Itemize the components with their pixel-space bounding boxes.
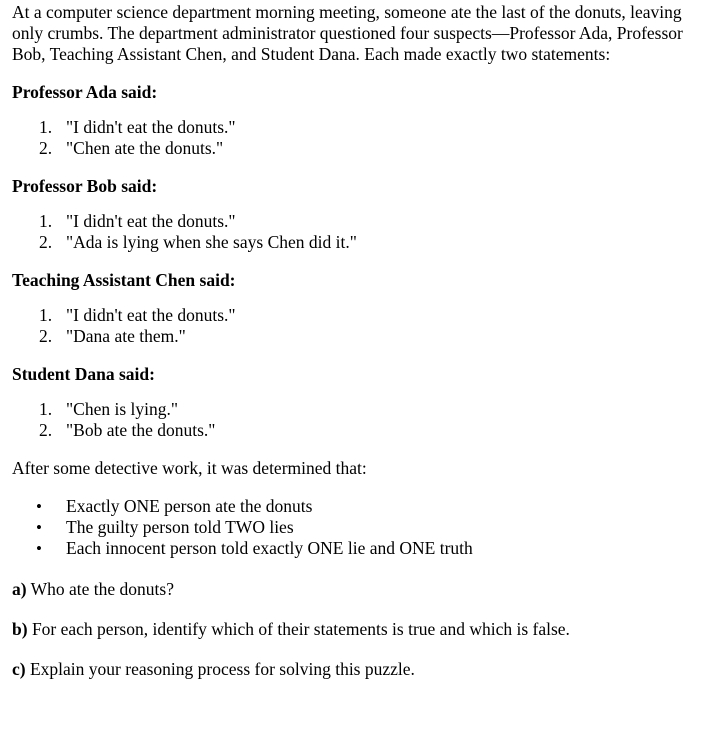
statement-text: "I didn't eat the donuts." [66, 211, 236, 231]
question-text: Who ate the donuts? [30, 579, 174, 599]
fact-text: The guilty person told TWO lies [66, 517, 294, 537]
statement-number: 1. [39, 117, 53, 137]
question-label: a) [12, 579, 27, 599]
suspect-heading-chen: Teaching Assistant Chen said: [12, 270, 236, 290]
statement-number: 1. [39, 305, 53, 325]
facts-list [12, 496, 728, 559]
statement-number: 2. [39, 232, 53, 252]
suspect-heading-dana: Student Dana said: [12, 364, 155, 384]
statement-item [12, 305, 728, 326]
statement-list-ada [12, 117, 728, 159]
statement-item [12, 211, 728, 232]
fact-item [12, 538, 728, 559]
statement-item [12, 232, 728, 253]
statement-number: 2. [39, 420, 53, 440]
statement-list-bob [12, 211, 728, 253]
question-text: Explain your reasoning process for solving this puzzle. [29, 659, 415, 679]
findings-intro: After some detective work, it was determined that: [12, 458, 367, 478]
intro-paragraph: At a computer science department morning meeting, someone ate the last of the donuts, leaving only crumbs. The department administrator questioned four suspects—Professor Ada, Professor Bob, Teaching Assistant Chen, and Student Dana. Each made exactly two statements: [12, 2, 683, 64]
statement-text: "Ada is lying when she says Chen did it." [66, 232, 357, 252]
statement-list-dana [12, 399, 728, 441]
statement-text: "I didn't eat the donuts." [66, 305, 236, 325]
fact-text: Each innocent person told exactly ONE lie and ONE truth [66, 538, 473, 558]
statement-item [12, 138, 728, 159]
bullet-icon: • [36, 518, 42, 537]
statement-item [12, 420, 728, 441]
fact-text: Exactly ONE person ate the donuts [66, 496, 313, 516]
bullet-icon: • [36, 497, 42, 516]
statement-text: "Bob ate the donuts." [66, 420, 216, 440]
bullet-icon: • [36, 539, 42, 558]
statement-number: 1. [39, 211, 53, 231]
statement-text: "I didn't eat the donuts." [66, 117, 236, 137]
statement-item [12, 399, 728, 420]
question-b [12, 619, 728, 640]
statement-list-chen [12, 305, 728, 347]
fact-item [12, 517, 728, 538]
fact-item [12, 496, 728, 517]
statement-number: 2. [39, 138, 53, 158]
statement-item [12, 117, 728, 138]
question-text: For each person, identify which of their statements is true and which is false. [31, 619, 570, 639]
statement-item [12, 326, 728, 347]
suspect-heading-ada: Professor Ada said: [12, 82, 158, 102]
question-a [12, 579, 728, 600]
statement-text: "Chen ate the donuts." [66, 138, 224, 158]
suspect-heading-bob: Professor Bob said: [12, 176, 158, 196]
question-label: b) [12, 619, 28, 639]
statement-number: 1. [39, 399, 53, 419]
question-label: c) [12, 659, 26, 679]
statement-text: "Chen is lying." [66, 399, 178, 419]
statement-number: 2. [39, 326, 53, 346]
question-c [12, 659, 728, 680]
statement-text: "Dana ate them." [66, 326, 186, 346]
